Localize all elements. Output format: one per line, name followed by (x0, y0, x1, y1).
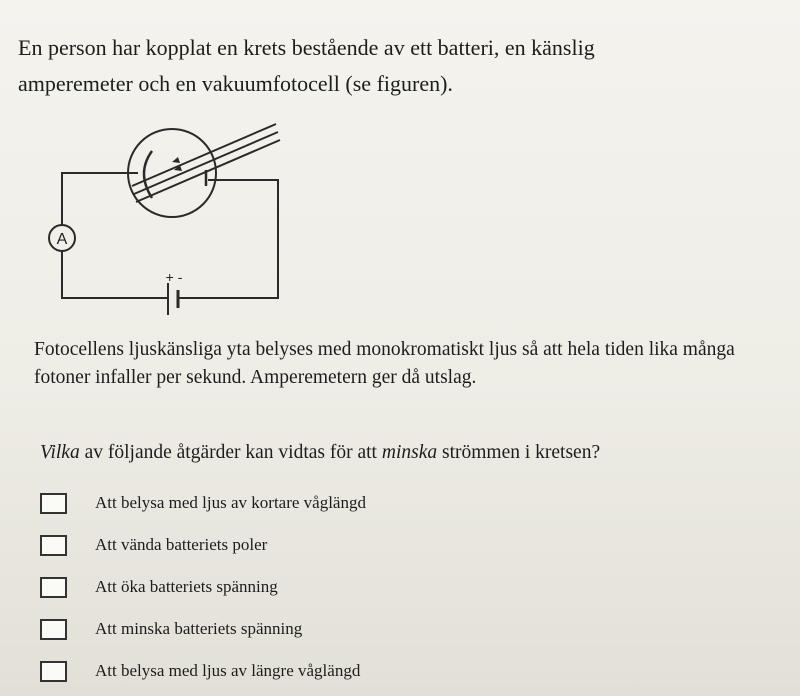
ammeter-label: A (56, 231, 68, 248)
question-text-part: strömmen i kretsen? (437, 442, 601, 463)
circuit-wire-right (178, 180, 278, 298)
answer-option-label: Att minska batteriets spänning (95, 619, 303, 638)
battery-polarity-label: + - (165, 269, 183, 285)
circuit-wire-left (62, 173, 138, 225)
circuit-figure (40, 118, 300, 318)
photocathode (144, 151, 152, 198)
answer-option-3[interactable] (40, 566, 366, 608)
checkbox-1[interactable] (40, 493, 67, 514)
answer-option-label: Att belysa med ljus av kortare våglängd (95, 493, 366, 512)
checkbox-4[interactable] (40, 619, 67, 640)
answer-option-5[interactable] (40, 650, 366, 692)
intro-text: En person har kopplat en krets bestående av ett batteri, en känslig amperemeter och en vakuumfotocell (se figuren). (18, 35, 595, 96)
answer-option-1[interactable] (40, 482, 366, 524)
question-text-part: av följande åtgärder kan vidtas för att (79, 442, 382, 463)
checkbox-2[interactable] (40, 535, 67, 556)
answer-options (40, 482, 366, 692)
question-text (40, 442, 800, 464)
question-emphasis-vilka: Vilka (40, 442, 80, 463)
answer-option-label: Att öka batteriets spänning (95, 577, 278, 596)
answer-option-4[interactable] (40, 608, 366, 650)
answer-option-label: Att vända batteriets poler (95, 535, 268, 554)
circuit-wire-bottom (62, 251, 168, 298)
answer-option-label: Att belysa med ljus av längre våglängd (95, 661, 361, 680)
checkbox-5[interactable] (40, 661, 67, 682)
answer-option-2[interactable] (40, 524, 366, 566)
checkbox-3[interactable] (40, 577, 67, 598)
description-text: Fotocellens ljuskänsliga yta belyses med monokromatiskt ljus så att hela tiden lika många fotoner infaller per sekund. Amperemetern ger då utslag. (34, 339, 735, 388)
question-emphasis-minska: minska (381, 442, 438, 463)
